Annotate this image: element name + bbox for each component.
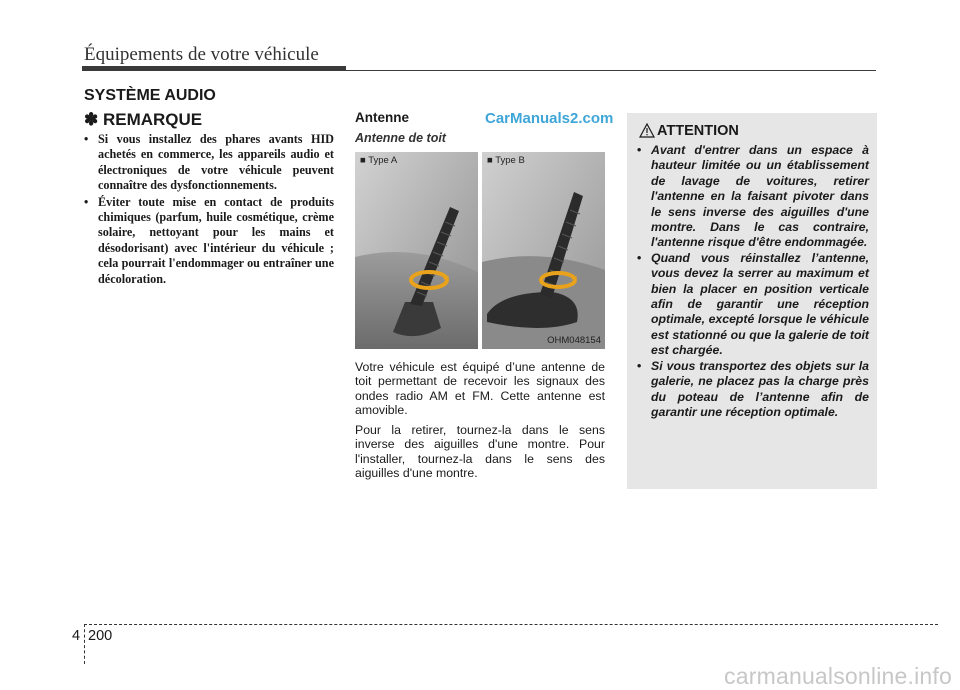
antenne-paragraph: Votre véhicule est équipé d’une antenne de toit permettant de recevoir les signaux des ondes radio AM et FM. Cette antenne est amovible.: [355, 360, 605, 417]
photo-b-label: ■ Type B: [487, 155, 525, 166]
note-item: • Éviter toute mise en contact de produits chimiques (parfum, huile cosmétique, crème solaire, nettoyant pour les mains et désodorisant) avec l'intérieur du véhicule ; cela pourrait l'endommager ou entraîner une décoloration.: [84, 195, 334, 287]
antenne-column: [355, 110, 614, 481]
footer-rule: [84, 624, 938, 625]
note-list: [84, 132, 334, 287]
page-number: 200: [88, 628, 113, 644]
attention-list: [637, 143, 869, 420]
antenne-paragraph: Pour la retirer, tournez-la dans le sens inverse des aiguilles d'une montre. Pour l'installer, tournez-la dans le sens des aiguilles d'une montre.: [355, 423, 605, 481]
photo-a-label: ■ Type A: [360, 155, 398, 166]
photo-code: OHM048154: [547, 335, 601, 346]
site-footer-link[interactable]: carmanualsonline.info: [724, 663, 952, 689]
attention-item: • Avant d'entrer dans un espace à hauteur limitée ou un établissement de lavage de voitures, retirer l'antenne en la faisant pivoter dans le sens inverse des aiguilles d'une montre. Dans le cas contraire, l'antenne risque d'être endommagée.: [637, 143, 869, 251]
note-heading: ✽ REMARQUE: [84, 110, 203, 129]
attention-item: • Si vous transportez des objets sur la galerie, ne placez pas la charge près du poteau de l’antenne afin de garantir une réception optimale.: [637, 359, 869, 421]
antenne-subtitle: Antenne de toit: [355, 131, 446, 145]
antenne-body: [355, 360, 605, 486]
attention-item: • Quand vous réinstallez l’antenne, vous devez la serrer au maximum et bien la placer en position verticale afin de garantir une réception optimale, excepté lorsque le véhicule est stationné ou que la galerie de toit est chargée.: [637, 251, 869, 359]
chapter-number: 4: [72, 628, 81, 644]
attention-heading: ATTENTION: [657, 123, 739, 139]
section-title: SYSTÈME AUDIO: [84, 87, 216, 104]
header-bar: [82, 66, 346, 71]
footer-divider: [84, 624, 85, 664]
chapter-title: Équipements de votre véhicule: [84, 44, 319, 65]
antenna-photo-type-a: [355, 152, 478, 349]
antenna-photos: [355, 152, 605, 349]
warning-icon: [639, 123, 655, 138]
attention-box: [627, 113, 877, 489]
watermark-link[interactable]: CarManuals2.com: [485, 110, 614, 127]
header-rule: [346, 70, 876, 71]
antenna-a-illustration: [355, 152, 478, 349]
antenne-title: Antenne: [355, 110, 409, 125]
antenna-b-illustration: [482, 152, 605, 349]
note-item: • Si vous installez des phares avants HID achetés en commerce, les appareils audio et électroniques de votre véhicule peuvent connaître des dysfonctionnements.: [84, 132, 334, 194]
antenna-photo-type-b: [482, 152, 605, 349]
note-column: [84, 110, 334, 288]
